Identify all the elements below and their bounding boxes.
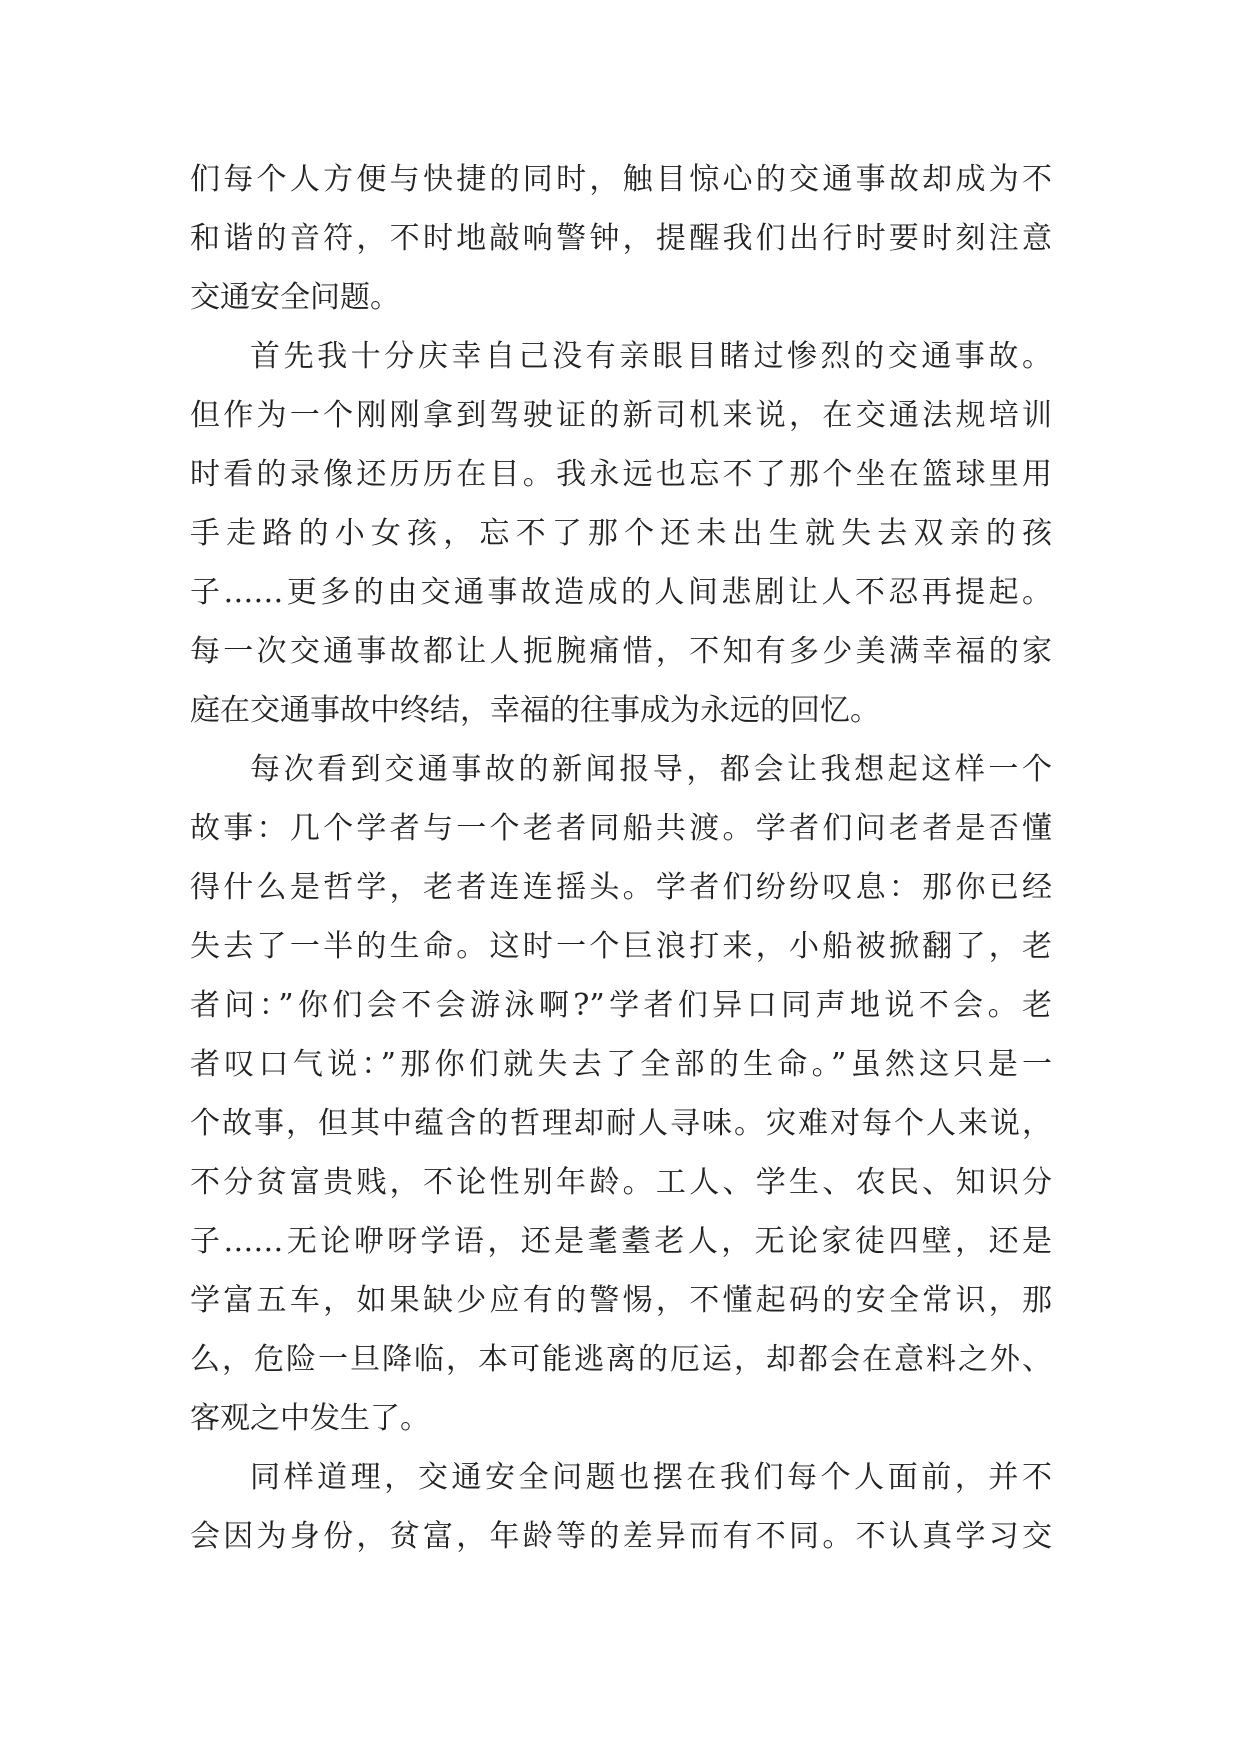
text-line: 手走路的小女孩，忘不了那个还未出生就失去双亲的孩 [190, 516, 1052, 551]
text-line: 每一次交通事故都让人扼腕痛惜，不知有多少美满幸福的家 [190, 634, 1052, 669]
text-line: 不分贫富贵贱，不论性别年龄。工人、学生、农民、知识分 [190, 1165, 1052, 1200]
text-line: 么，危险一旦降临，本可能逃离的厄运，却都会在意料之外、 [190, 1342, 1052, 1377]
text-line: 个故事，但其中蕴含的哲理却耐人寻味。灾难对每个人来说， [190, 1106, 1052, 1141]
text-line: 庭在交通事故中终结，幸福的往事成为永远的回忆。 [190, 693, 880, 728]
text-line: 子……无论咿呀学语，还是耄耋老人，无论家徒四壁，还是 [190, 1224, 1052, 1259]
body-text [190, 150, 1052, 1566]
text-line: 客观之中发生了。 [190, 1401, 430, 1436]
text-line: 交通安全问题。 [190, 280, 400, 315]
paragraph-first-line: 同样道理，交通安全问题也摆在我们每个人面前，并不 [250, 1460, 1052, 1495]
text-line: 故事：几个学者与一个老者同船共渡。学者们问老者是否懂 [190, 811, 1052, 846]
text-line: 者问：”你们会不会游泳啊?”学者们异口同声地说不会。老 [190, 988, 1052, 1023]
text-line: 们每个人方便与快捷的同时，触目惊心的交通事故却成为不 [190, 162, 1052, 197]
text-line: 和谐的音符，不时地敲响警钟，提醒我们出行时要时刻注意 [190, 221, 1052, 256]
text-line: 学富五车，如果缺少应有的警惕，不懂起码的安全常识，那 [190, 1283, 1052, 1318]
text-line: 失去了一半的生命。这时一个巨浪打来，小船被掀翻了，老 [190, 929, 1052, 964]
text-line: 子……更多的由交通事故造成的人间悲剧让人不忍再提起。 [190, 575, 1052, 610]
paragraph-first-line: 每次看到交通事故的新闻报导，都会让我想起这样一个 [250, 752, 1052, 787]
text-line: 但作为一个刚刚拿到驾驶证的新司机来说，在交通法规培训 [190, 398, 1052, 433]
text-line: 者叹口气说：”那你们就失去了全部的生命。”虽然这只是一 [190, 1047, 1052, 1082]
paragraph-first-line: 首先我十分庆幸自己没有亲眼目睹过惨烈的交通事故。 [250, 339, 1052, 374]
text-line: 得什么是哲学，老者连连摇头。学者们纷纷叹息：那你已经 [190, 870, 1052, 905]
text-line: 时看的录像还历历在目。我永远也忘不了那个坐在篮球里用 [190, 457, 1052, 492]
text-line: 会因为身份，贫富，年龄等的差异而有不同。不认真学习交 [190, 1519, 1052, 1554]
